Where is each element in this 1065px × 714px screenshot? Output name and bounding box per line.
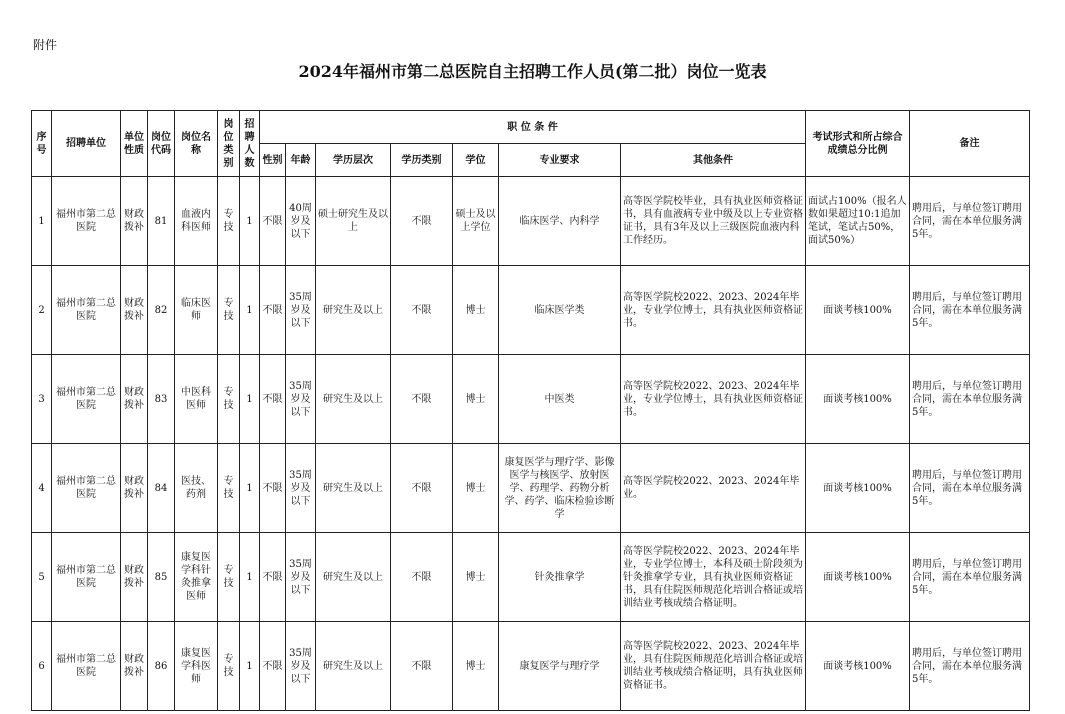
cell-category: 专技: [218, 266, 240, 355]
cell-count: 1: [240, 622, 260, 711]
header-code: 岗位代码: [148, 111, 175, 177]
cell-exam: 面谈考核100%: [806, 266, 910, 355]
cell-other: 高等医学院校2022、2023、2024年毕业，专业学位博士，具有执业医师资格证书。: [621, 266, 806, 355]
cell-code: 83: [148, 355, 175, 444]
header-unit: 招聘单位: [52, 111, 121, 177]
cell-nature: 财政拨补: [121, 177, 148, 266]
cell-gender: 不限: [260, 533, 286, 622]
cell-code: 85: [148, 533, 175, 622]
cell-gender: 不限: [260, 266, 286, 355]
header-age: 年龄: [286, 144, 316, 177]
header-edu-type: 学历类别: [391, 144, 453, 177]
cell-edu-level: 研究生及以上: [316, 355, 391, 444]
cell-post: 医技、药剂: [175, 444, 218, 533]
cell-age: 40周岁及以下: [286, 177, 316, 266]
header-count: 招聘人数: [240, 111, 260, 177]
cell-unit: 福州市第二总医院: [52, 177, 121, 266]
cell-gender: 不限: [260, 622, 286, 711]
cell-edu-type: 不限: [391, 266, 453, 355]
header-seq: 序号: [32, 111, 52, 177]
cell-other: 高等医学院校2022、2023、2024年毕业，专业学位博士，本科及硕士阶段须为针灸推拿学专业，具有执业医师资格证书，具有住院医师规范化培训合格证或培训结业考核成绩合格证明。: [621, 533, 806, 622]
cell-post: 中医科医师: [175, 355, 218, 444]
header-post: 岗位名称: [175, 111, 218, 177]
table-row: [32, 533, 1030, 622]
header-exam: 考试形式和所占综合成绩总分比例: [806, 111, 910, 177]
cell-degree: 博士: [453, 355, 499, 444]
cell-count: 1: [240, 266, 260, 355]
header-nature: 单位性质: [121, 111, 148, 177]
cell-count: 1: [240, 444, 260, 533]
cell-major: 针灸推拿学: [499, 533, 621, 622]
cell-exam: 面试占100%（报名人数如果超过10:1追加笔试，笔试占50%，面试50%）: [806, 177, 910, 266]
cell-exam: 面谈考核100%: [806, 444, 910, 533]
page-title: 2024年福州市第二总医院自主招聘工作人员(第二批）岗位一览表: [298, 62, 767, 81]
cell-remark: 聘用后，与单位签订聘用合同，需在本单位服务满5年。: [910, 622, 1030, 711]
cell-code: 84: [148, 444, 175, 533]
table-row: [32, 177, 1030, 266]
cell-edu-type: 不限: [391, 533, 453, 622]
cell-code: 86: [148, 622, 175, 711]
cell-unit: 福州市第二总医院: [52, 533, 121, 622]
cell-nature: 财政拨补: [121, 444, 148, 533]
cell-exam: 面谈考核100%: [806, 622, 910, 711]
cell-degree: 博士: [453, 622, 499, 711]
cell-unit: 福州市第二总医院: [52, 355, 121, 444]
cell-major: 康复医学与理疗学: [499, 622, 621, 711]
cell-gender: 不限: [260, 444, 286, 533]
header-row-top: [32, 111, 1030, 144]
header-remark: 备注: [910, 111, 1030, 177]
cell-seq: 6: [32, 622, 52, 711]
cell-post: 康复医学科针灸推拿医师: [175, 533, 218, 622]
cell-edu-level: 研究生及以上: [316, 266, 391, 355]
cell-remark: 聘用后，与单位签订聘用合同，需在本单位服务满5年。: [910, 533, 1030, 622]
cell-major: 中医类: [499, 355, 621, 444]
cell-age: 35周岁及以下: [286, 266, 316, 355]
cell-category: 专技: [218, 444, 240, 533]
cell-exam: 面谈考核100%: [806, 533, 910, 622]
cell-category: 专技: [218, 533, 240, 622]
cell-major: 临床医学类: [499, 266, 621, 355]
header-edu-level: 学历层次: [316, 144, 391, 177]
cell-post: 血液内科医师: [175, 177, 218, 266]
table-row: [32, 444, 1030, 533]
attachment-label: 附件: [33, 38, 58, 52]
cell-nature: 财政拨补: [121, 533, 148, 622]
positions-table: [31, 110, 1030, 711]
cell-edu-level: 硕士研究生及以上: [316, 177, 391, 266]
cell-age: 35周岁及以下: [286, 533, 316, 622]
cell-exam: 面谈考核100%: [806, 355, 910, 444]
cell-gender: 不限: [260, 177, 286, 266]
cell-count: 1: [240, 177, 260, 266]
cell-seq: 1: [32, 177, 52, 266]
header-other: 其他条件: [621, 144, 806, 177]
cell-edu-type: 不限: [391, 622, 453, 711]
cell-degree: 博士: [453, 266, 499, 355]
cell-age: 35周岁及以下: [286, 355, 316, 444]
cell-gender: 不限: [260, 355, 286, 444]
cell-count: 1: [240, 533, 260, 622]
cell-other: 高等医学院校2022、2023、2024年毕业。: [621, 444, 806, 533]
header-gender: 性别: [260, 144, 286, 177]
cell-unit: 福州市第二总医院: [52, 622, 121, 711]
header-degree: 学位: [453, 144, 499, 177]
cell-other: 高等医学院校毕业，具有执业医师资格证书，具有血液病专业中级及以上专业资格证书，具有3年及以上三级医院血液内科工作经历。: [621, 177, 806, 266]
cell-unit: 福州市第二总医院: [52, 444, 121, 533]
cell-seq: 2: [32, 266, 52, 355]
header-category: 岗位类别: [218, 111, 240, 177]
cell-other: 高等医学院校2022、2023、2024年毕业，专业学位博士，具有执业医师资格证书。: [621, 355, 806, 444]
cell-other: 高等医学院校2022、2023、2024年毕业，具有住院医师规范化培训合格证或培训结业考核成绩合格证明，具有执业医师资格证书。: [621, 622, 806, 711]
header-major: 专业要求: [499, 144, 621, 177]
table-row: [32, 266, 1030, 355]
cell-count: 1: [240, 355, 260, 444]
cell-category: 专技: [218, 177, 240, 266]
cell-edu-level: 研究生及以上: [316, 444, 391, 533]
cell-major: 临床医学、内科学: [499, 177, 621, 266]
cell-seq: 4: [32, 444, 52, 533]
cell-code: 81: [148, 177, 175, 266]
cell-degree: 博士: [453, 533, 499, 622]
cell-code: 82: [148, 266, 175, 355]
cell-category: 专技: [218, 355, 240, 444]
cell-edu-level: 研究生及以上: [316, 622, 391, 711]
cell-edu-type: 不限: [391, 177, 453, 266]
cell-unit: 福州市第二总医院: [52, 266, 121, 355]
cell-post: 康复医学科医师: [175, 622, 218, 711]
cell-remark: 聘用后，与单位签订聘用合同，需在本单位服务满5年。: [910, 355, 1030, 444]
cell-seq: 5: [32, 533, 52, 622]
cell-nature: 财政拨补: [121, 355, 148, 444]
table-row: [32, 355, 1030, 444]
cell-degree: 硕士及以上学位: [453, 177, 499, 266]
cell-major: 康复医学与理疗学、影像医学与核医学、放射医学、药理学、药物分析学、药学、临床检验诊断学: [499, 444, 621, 533]
header-conditions: 职 位 条 件: [260, 111, 806, 144]
cell-edu-type: 不限: [391, 444, 453, 533]
cell-remark: 聘用后，与单位签订聘用合同，需在本单位服务满5年。: [910, 177, 1030, 266]
cell-nature: 财政拨补: [121, 266, 148, 355]
cell-remark: 聘用后，与单位签订聘用合同，需在本单位服务满5年。: [910, 266, 1030, 355]
cell-remark: 聘用后，与单位签订聘用合同，需在本单位服务满5年。: [910, 444, 1030, 533]
cell-edu-level: 研究生及以上: [316, 533, 391, 622]
cell-age: 35周岁及以下: [286, 444, 316, 533]
cell-category: 专技: [218, 622, 240, 711]
cell-nature: 财政拨补: [121, 622, 148, 711]
table-row: [32, 622, 1030, 711]
cell-seq: 3: [32, 355, 52, 444]
cell-post: 临床医师: [175, 266, 218, 355]
cell-age: 35周岁及以下: [286, 622, 316, 711]
cell-degree: 博士: [453, 444, 499, 533]
cell-edu-type: 不限: [391, 355, 453, 444]
